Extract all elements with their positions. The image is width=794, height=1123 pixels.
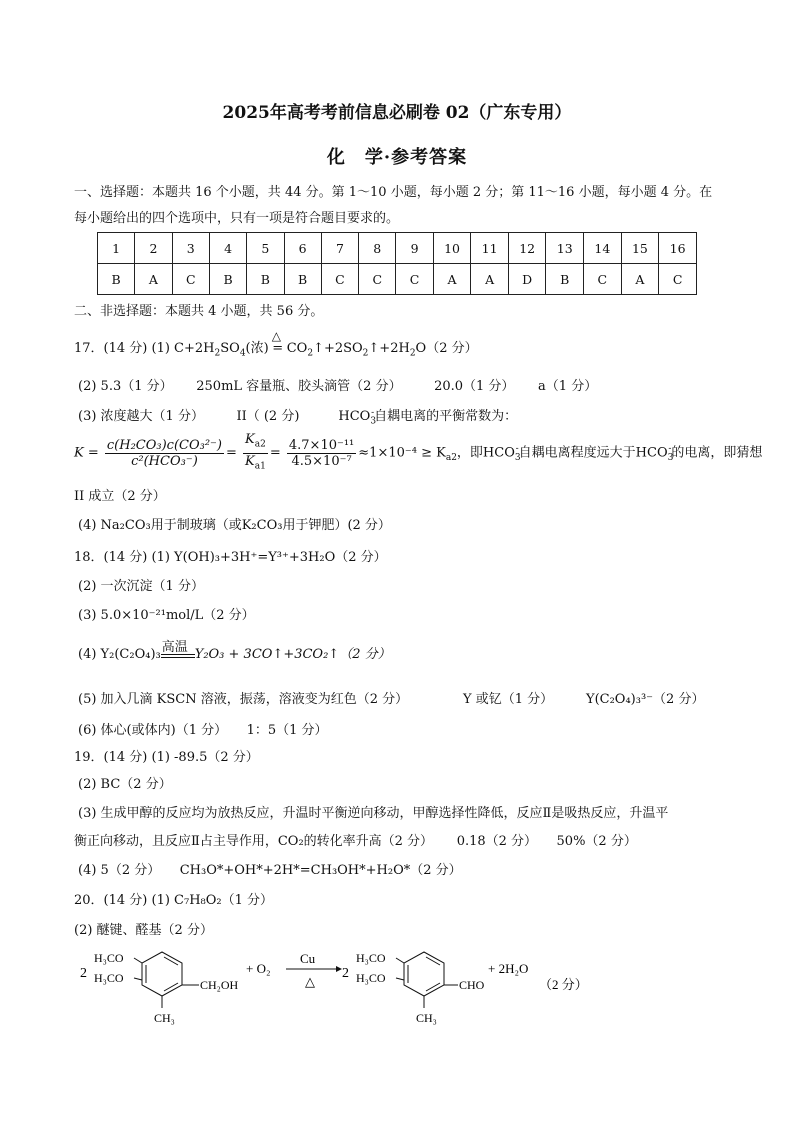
page-subtitle: 化 学·参考答案 (326, 147, 468, 168)
answer-table-number-row (98, 233, 697, 264)
q18-l4-post: Y₂O₃ + 3CO↑+3CO₂↑（2 分） (194, 647, 391, 662)
q17-line6: (4) Na₂CO₃用于制玻璃（或K₂CO₃用于钾肥）(2 分） (78, 518, 391, 533)
q20-coef2: 2 (342, 966, 349, 981)
answer-table-answer-cell: C (359, 264, 396, 295)
answer-table-number-cell: 7 (321, 233, 358, 264)
q18-reaction-arrow (161, 640, 195, 658)
answer-table-number-cell: 1 (98, 233, 135, 264)
q20-reactant-benzene-ring (134, 952, 199, 1008)
k-tail1: ，即HCO (456, 445, 515, 461)
answer-table-answer-cell: A (621, 264, 659, 295)
q17-line1: 17．(14 分) (1) $C+2H_2SO_4$(浓) △ = $CO_2↑+2SO_2↑+2H_2O(2$ 分） (74, 329, 478, 359)
k-frac1-den: c²(HCO₃⁻) (131, 453, 198, 469)
answer-table-number-cell: 2 (135, 233, 172, 264)
q20-plus-o2: + O₂ (246, 961, 271, 976)
q17-reaction-arrow: △ = (271, 329, 284, 356)
q18-line3: (3) 5.0×10⁻²¹mol/L（2 分） (78, 608, 255, 623)
answer-table-answer-cell: C (396, 264, 433, 295)
answer-table-answer-cell: B (247, 264, 284, 295)
answer-table-number-cell: 10 (433, 233, 471, 264)
section2-intro: 二、非选择题：本题共 4 小题，共 56 分。 (74, 304, 324, 319)
q19-line1: 19．(14 分) (1) -89.5（2 分） (74, 750, 259, 765)
answer-table-answer-cell: C (321, 264, 358, 295)
answer-table-number-cell: 11 (471, 233, 509, 264)
section1-intro-line2: 每小题给出的四个选项中，只有一项是符合题目要求的。 (74, 211, 400, 226)
q17-l3b: 自耦电离的平衡常数为： (374, 409, 518, 424)
q20-product-och3-mid: H₃CO (356, 971, 386, 985)
answer-table-answer-cell: A (135, 264, 172, 295)
q17-heat-condition: △ (271, 329, 281, 343)
answer-table-number-cell: 6 (284, 233, 321, 264)
answer-table-number-cell: 16 (659, 233, 697, 264)
answer-table-answer-cell: B (284, 264, 321, 295)
answer-table-number-cell: 15 (621, 233, 659, 264)
q17-l1-f: O（2 分） (415, 341, 478, 356)
q18-l4-pre: (4) Y₂(C₂O₄)₃ (78, 647, 161, 662)
answer-table-number-cell: 9 (396, 233, 433, 264)
k-frac2-den: $K_{a1}$ (245, 453, 266, 472)
q20-reaction-structure (74, 940, 604, 1030)
q20-line1: 20．(14 分) (1) C₇H₈O₂（1 分） (74, 893, 274, 908)
section1-intro-line1: 一、选择题：本题共 16 个小题，共 44 分。第 1～10 小题，每小题 2 分；第 11～16 小题，每小题 4 分。在 (74, 185, 713, 200)
q20-plus-water: + 2H₂O (488, 961, 529, 976)
answer-table-answer-cell: C (172, 264, 209, 295)
answer-table-answer-row (98, 264, 697, 295)
q20-catalyst: Cu (300, 951, 316, 966)
answer-table-number-cell: 8 (359, 233, 396, 264)
q18-line5c: Y(C₂O₄)₃³⁻（2 分） (586, 692, 705, 707)
q18-line5b: Y 或钇（1 分） (463, 692, 554, 707)
q17-l3a: (3) 浓度越大（1 分） II（ (2 分) HCO (78, 409, 371, 424)
q17-line5: II 成立（2 分） (74, 489, 166, 504)
q20-reactant-och3-mid: H₃CO (94, 971, 124, 985)
q17-l1-prefix: 17．(14 分) (1) C+2H (74, 341, 215, 356)
q20-score: （2 分） (539, 977, 588, 992)
k-frac2-num: $K_{a2}$ (243, 432, 268, 454)
q19-line3: (3) 生成甲醇的反应均为放热反应，升温时平衡逆向移动，甲醇选择性降低，反应Ⅱ是吸热反应，升温平 (78, 806, 669, 821)
answer-table (97, 232, 697, 295)
q20-reactant-substituent: CH₂OH (200, 978, 239, 992)
answer-table-number-cell: 4 (209, 233, 246, 264)
q20-heat: △ (305, 974, 315, 989)
answer-table-answer-cell: B (546, 264, 584, 295)
k-approx: ≈1×10⁻⁴ ≥ K (358, 445, 446, 461)
q20-line2: (2) 醚键、醛基（2 分） (74, 923, 213, 938)
answer-table-number-cell: 13 (546, 233, 584, 264)
answer-table-answer-cell: A (433, 264, 471, 295)
q19-line2: (2) BC（2 分） (78, 777, 172, 792)
q17-l1-b: (浓) (245, 341, 269, 356)
q20-reactant-och3-top: H₃CO (94, 951, 124, 965)
answer-table-number-cell: 14 (584, 233, 622, 264)
k-tail2: 自耦电离程度远大于HCO (518, 445, 668, 461)
q18-line6: (6) 体心(或体内)（1 分） 1：5（1 分） (78, 723, 328, 738)
q17-l1-c: CO (286, 341, 308, 356)
q18-line2: (2) 一次沉淀（1 分） (78, 579, 204, 594)
answer-table-answer-cell: B (209, 264, 246, 295)
page-title: 2025年高考考前信息必刷卷 02（广东专用） (222, 103, 572, 123)
q19-line5: (4) 5（2 分） CH₃O*+OH*+2H*=CH₃OH*+H₂O*（2 分） (78, 863, 462, 878)
q20-product-substituent: CHO (459, 978, 485, 992)
q17-l1-d: ↑+2SO (313, 341, 363, 356)
q18-high-temp-condition: 高温 (161, 640, 188, 655)
q19-line4: 衡正向移动，且反应Ⅱ占主导作用，CO₂的转化率升高（2 分） 0.18（2 分） 50%（2 分） (74, 834, 637, 849)
q17-l1-a: SO (220, 341, 240, 356)
q18-line1: 18．(14 分) (1) Y(OH)₃+3H⁺=Y³⁺+3H₂O（2 分） (74, 550, 387, 565)
k-fraction-2 (243, 432, 268, 474)
answer-table-number-cell: 3 (172, 233, 209, 264)
k-frac1-num: c(H₂CO₃)c(CO₃²⁻) (106, 437, 222, 453)
k-fraction-1 (105, 438, 224, 469)
k-tail3: 的电离，即猜想 (671, 445, 763, 461)
q17-l1-e: ↑+2H (368, 341, 410, 356)
q17-line2: (2) 5.3（1 分） 250mL 容量瓶、胶头滴管（2 分） 20.0（1 分） a（1 分） (78, 379, 598, 394)
q20-product-methyl: CH₃ (416, 1011, 437, 1025)
k-fraction-3 (287, 438, 356, 469)
q20-coef1: 2 (80, 966, 87, 981)
q20-product-benzene-ring (396, 952, 458, 1008)
q20-reactant-methyl: CH₃ (154, 1011, 175, 1025)
q17-k-equation: K = $\frac{\text{c(H₂CO₃)c(CO₃²⁻)}}{\text{c²(HCO₃⁻)}}$ = $\frac{K_{a2}}{K_{a1}}$ = $\frac{\text{4.7×10⁻¹¹}}{\text{4.5×10⁻⁷}}$ $\approx 1\times 10^{-4} \ge K_{a2}$，即$HCO_3^-$自耦电离程度远大于$HCO_3^-$的电离，即猜想 (74, 432, 762, 474)
q18-line4 (78, 640, 391, 662)
k-lhs: K = (74, 445, 99, 461)
answer-table-answer-cell: B (98, 264, 135, 295)
answer-table-number-cell: 12 (508, 233, 546, 264)
answer-table-answer-cell: C (584, 264, 622, 295)
q18-line5a: (5) 加入几滴 KSCN 溶液，振荡，溶液变为红色（2 分） (78, 692, 409, 707)
q17-line3: (3) 浓度越大（1 分） II（ (2 分) $HCO_3^-$自耦电离的平衡常数为： (78, 407, 518, 427)
q20-product-och3-top: H₃CO (356, 951, 386, 965)
answer-table-number-cell: 5 (247, 233, 284, 264)
answer-table-answer-cell: C (659, 264, 697, 295)
k-frac3-num: 4.7×10⁻¹¹ (288, 437, 355, 453)
k-frac3-den: 4.5×10⁻⁷ (291, 453, 352, 469)
answer-table-answer-cell: A (471, 264, 509, 295)
answer-table-answer-cell: D (508, 264, 546, 295)
